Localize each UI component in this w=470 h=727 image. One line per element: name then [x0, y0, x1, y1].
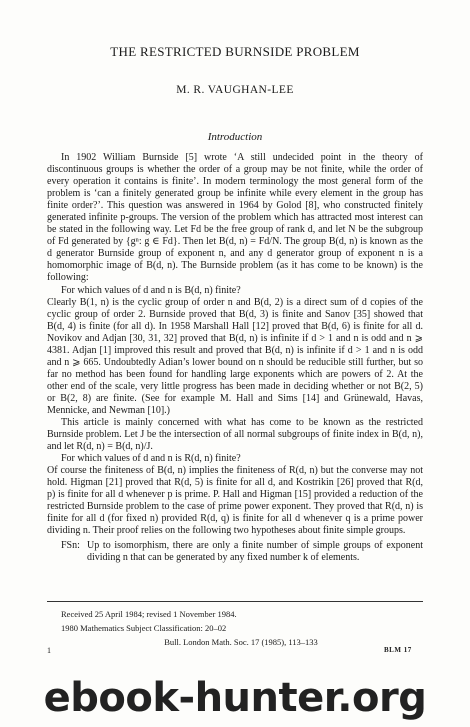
paragraph-2: Clearly B(1, n) is the cyclic group of order n and B(d, 2) is a direct sum of d copies of the cyclic group of order 2. Burnside proved that B(d, 3) is finite and Sanov [35] showed that B(d, 4) is finite (for all d). In 1958 Marshall Hall [12] proved that B(d, 6) is finite for all d. Novikov and Adjan [30, 31, 32] proved that B(d, n) is infinite if d > 1 and n is odd and n ⩾ 4381. Adjan [1] improved this result and proved that B(d, n) is infinite if d > 1 and n is odd and n ⩾ 665. Undoubtedly Adian’s lower bound on n should be reducible still further, but so far no method has been found for handling large exponents which are powers of 2. At the other end of the scale, very little progress has been made in deciding whether or not B(2, 5) or B(2, 8) are finite. (See for example M. Hall and Sims [14] and Grünewald, Havas, Mennicke, and Newman [10].): [47, 296, 423, 416]
watermark-logo: [0, 668, 470, 727]
hypothesis-fs: [47, 540, 423, 564]
footnote-rule: [47, 601, 423, 602]
question-1: For which values of d and n is B(d, n) finite?: [61, 284, 241, 296]
footnote: [61, 607, 421, 649]
received-date: Received 25 April 1984; revised 1 November 1984.: [61, 609, 237, 619]
body-text: [47, 152, 423, 564]
journal-stamp: BLM 17: [384, 646, 412, 654]
paragraph-1: In 1902 William Burnside [5] wrote ‘A still undecided point in the theory of discontinuous groups is whether the order of a group may be not finite, while the order of every operation it contains is finite’. In modern terminology the most general form of the problem is ‘can a finitely generated group be infinite while every element in the group has finite order?’. This question was answered in 1964 by Golod [8], who constructed finitely generated infinite p-groups. The version of the problem which has attracted most interest can be stated in the following way. Let Fd be the free group of rank d, and let N be the subgroup of Fd generated by {gⁿ: g ∈ Fd}. Then let B(d, n) = Fd/N. The group B(d, n) is known as the d generator Burnside group of exponent n, and any d generator group of exponent n is a homomorphic image of B(d, n). The Burnside problem (as it has come to be known) is the following:: [47, 152, 423, 284]
paragraph-3: This article is mainly concerned with what has come to be known as the restricted Burnside problem. Let J be the intersection of all normal subgroups of finite index in B(d, n), and let R(d, n) = B(d, n)/J.: [47, 417, 423, 453]
page-number: 1: [47, 646, 51, 655]
journal-citation: Bull. London Math. Soc. 17 (1985), 113–133: [164, 637, 318, 647]
subject-classification: 1980 Mathematics Subject Classification: 20–02: [61, 623, 227, 633]
watermark-text: ebook-hunter.org: [43, 674, 427, 721]
author-name: M. R. VAUGHAN-LEE: [176, 84, 294, 96]
hypothesis-text: Up to isomorphism, there are only a finite number of simple groups of exponent dividing n that can be generated by any fixed number k of elements.: [87, 539, 423, 563]
paragraph-4: Of course the finiteness of B(d, n) implies the finiteness of R(d, n) but the converse may not hold. Higman [21] proved that R(d, 5) is finite for all d, and Kostrikin [26] proved that R(d, p) is finite for all d whenever p is prime. P. Hall and Higman [15] provided a reduction of the restricted Burnside problem to the case of prime power exponent. They proved that R(d, n) is finite for all d (for fixed n) provided R(d, q) is finite for all d whenever q is a prime power dividing n. Their proof relies on the following two hypotheses about finite simple groups.: [47, 465, 423, 537]
question-2: For which values of d and n is R(d, n) finite?: [61, 453, 241, 465]
hypothesis-label: FSn:: [61, 539, 80, 551]
section-heading: Introduction: [207, 131, 263, 143]
paper-title: THE RESTRICTED BURNSIDE PROBLEM: [110, 44, 360, 59]
